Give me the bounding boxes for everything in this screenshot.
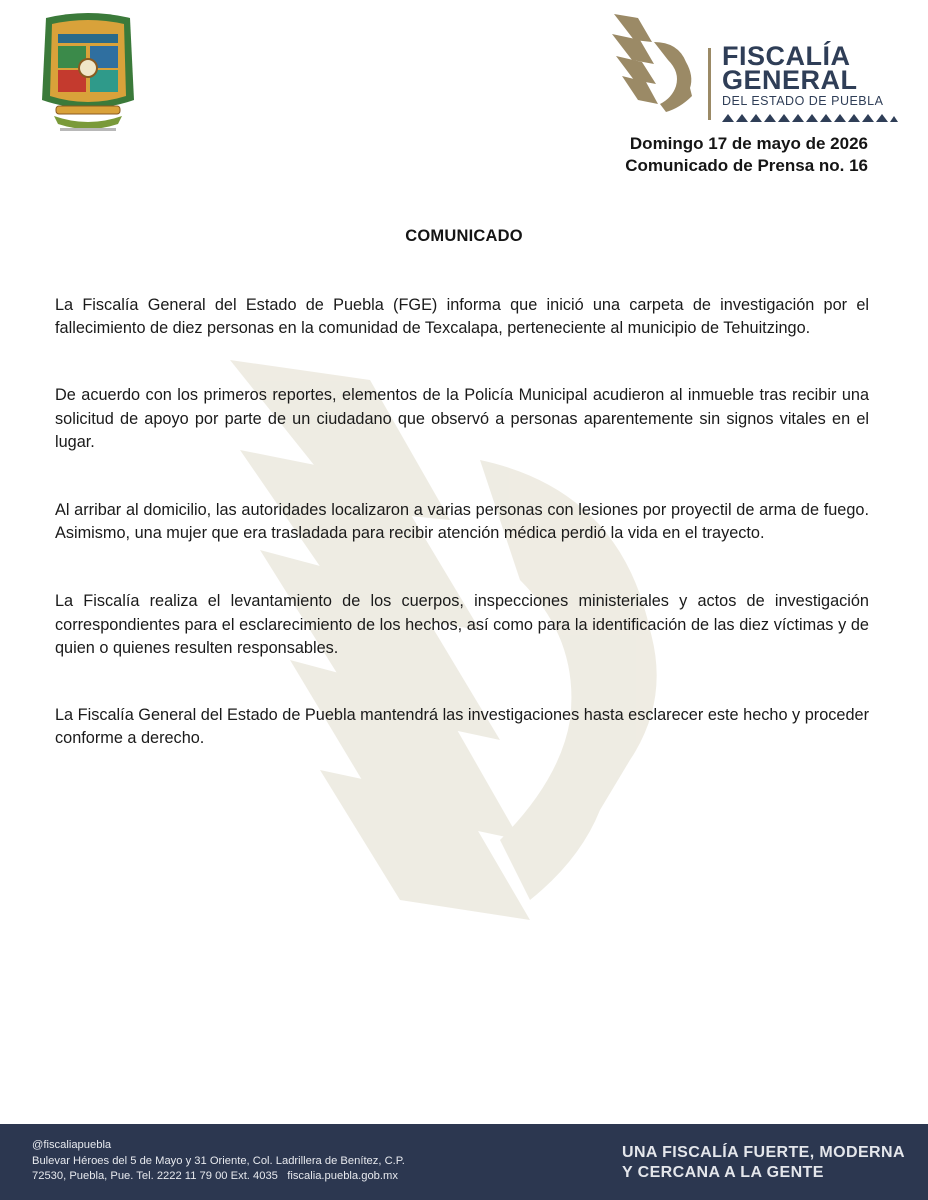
release-date: Domingo 17 de mayo de 2026 [629,134,868,153]
footer [0,1124,928,1200]
puebla-state-seal-icon [38,12,138,136]
document-title: COMUNICADO [405,227,523,245]
release-meta [625,133,868,177]
address-line-2 [32,1169,405,1185]
paragraph: Al arribar al domicilio, las autoridades localizaron a varias personas con lesiones por proyectil de arma de fuego. Asimismo, una mujer que era trasladada para recibir atención médica perdió la vida en el trayecto. [55,501,869,543]
document-body [55,294,869,750]
logo-divider [708,48,711,120]
slogan-line-2: Y CERCANA A LA GENTE [622,1164,824,1181]
website-link[interactable]: fiscalia.puebla.gob.mx [287,1170,398,1182]
footer-slogan [622,1143,905,1183]
paragraph: La Fiscalía General del Estado de Puebla (FGE) informa que inició una carpeta de investigación por el fallecimiento de diez personas en la comunidad de Texcalapa, perteneciente al municipio de Tehuitzingo. [55,296,869,338]
fge-logo [608,12,904,124]
footer-contact [32,1138,405,1185]
address-line-2-text: 72530, Puebla, Pue. Tel. 2222 11 79 00 Ext. 4035 [32,1170,278,1182]
slogan-line-1: UNA FISCALÍA FUERTE, MODERNA [622,1144,905,1161]
release-number: Comunicado de Prensa no. 16 [625,156,868,175]
fge-emblem-icon [608,12,704,116]
paragraph: De acuerdo con los primeros reportes, elementos de la Policía Municipal acudieron al inmueble tras recibir una solicitud de apoyo por parte de un ciudadano que observó a personas aparentemente sin signos vitales en el lugar. [55,386,869,451]
paragraph: La Fiscalía General del Estado de Puebla mantendrá las investigaciones hasta esclarecer este hecho y proceder conforme a derecho. [55,706,869,748]
fge-subtitle: DEL ESTADO DE PUEBLA [722,94,884,108]
fge-name-line1: FISCALÍA [722,41,851,71]
paragraph: La Fiscalía realiza el levantamiento de los cuerpos, inspecciones ministeriales y actos de investigación correspondientes para el esclarecimiento de los hechos, así como para la identificación de las diez víctimas y de quien o quienes resulten responsables. [55,592,869,657]
address-line-1: Bulevar Héroes del 5 de Mayo y 31 Oriente, Col. Ladrillera de Benítez, C.P. [32,1154,405,1167]
fge-name-line2: GENERAL [722,65,858,95]
fge-name [722,41,858,95]
fret-pattern-icon [722,112,898,124]
social-handle: @fiscaliapuebla [32,1139,112,1151]
